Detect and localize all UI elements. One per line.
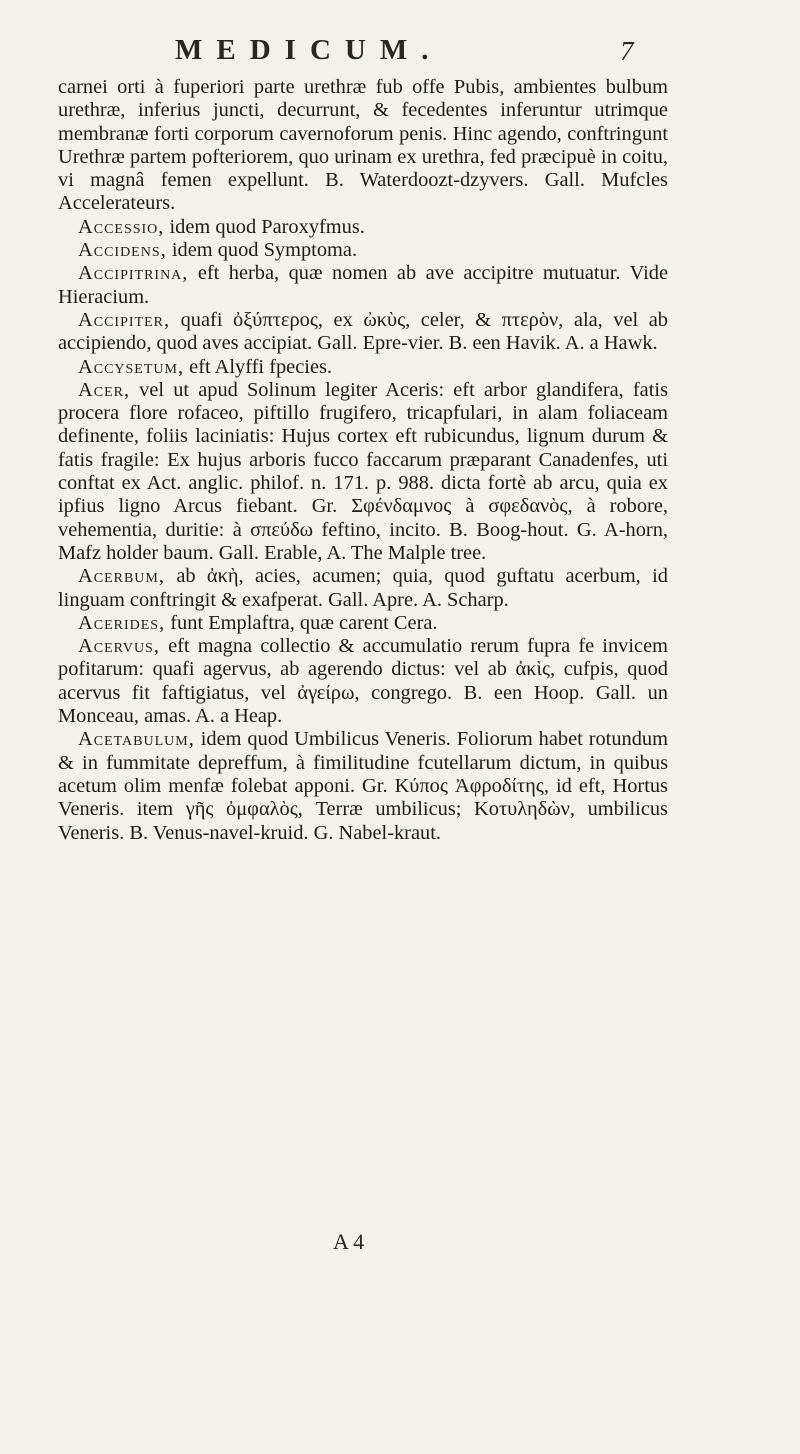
dictionary-text [58, 76, 668, 845]
entry-lemma: Acerbum, [78, 565, 165, 588]
entry-lemma: Acervus, [78, 635, 160, 658]
entry-acetabulum [58, 728, 668, 844]
signature-mark: A 4 [333, 1229, 365, 1254]
entry-text: ab ἀκὴ, acies, acumen; quia, quod guftatu acerbum, id linguam conftringit & exafperat. Gall. Apre. A. Scharp. [58, 565, 668, 611]
entry-accipitrina [58, 262, 668, 309]
entry-text: eft magna collectio & accumulatio rerum fupra fe invicem pofitarum: quafi agervus, ab agerendo dictus: vel ab ἀκὶς, cufpis, quod acervus fit faftigiatus, vel ἀγείρω, congrego. B. een Hoop. Gall. un Monceau, amas. A. a Heap. [58, 635, 668, 728]
entry-lemma: Acer, [78, 378, 131, 401]
entry-acervus [58, 635, 668, 728]
entry-lemma: Accipitrina, [78, 262, 189, 285]
entry-continuation [58, 76, 668, 216]
running-head: MEDICUM. [175, 34, 443, 66]
entry-acer [58, 379, 668, 565]
entry-text: eft herba, quæ nomen ab ave accipitre mutuatur. Vide Hieracium. [58, 262, 668, 308]
entry-lemma: Accidens, [78, 239, 167, 262]
entry-acerides [58, 612, 668, 635]
entry-accessio [58, 216, 668, 239]
entry-text: idem quod Paroxyfmus. [164, 215, 365, 238]
entry-accidens [58, 239, 668, 262]
entry-lemma: Accysetum, [78, 355, 185, 378]
entry-lemma: Acetabulum, [78, 728, 195, 751]
entry-text: idem quod Symptoma. [166, 239, 358, 262]
entry-text: eft Alyffi fpecies. [184, 355, 333, 378]
page-header [0, 34, 800, 74]
page-number: 7 [620, 36, 634, 66]
entry-acerbum [58, 565, 668, 612]
entry-lemma: Accipiter, [78, 308, 171, 331]
entry-accipiter [58, 309, 668, 356]
entry-text: idem quod Umbilicus Veneris. Foliorum habet rotundum & in fummitate depreffum, à fimilitudine fcutellarum dictum, in quibus acetum olim menfæ folebat apponi. Gr. Κύπος Ἀφροδίτης, id eft, Hortus Veneris. item γῆς ὀμφαλὸς, Terræ umbilicus; Κοτυληδὼν, umbilicus Veneris. B. Venus-navel-kruid. G. Nabel-kraut. [58, 728, 668, 844]
entry-text: vel ut apud Solinum legiter Aceris: eft arbor glandifera, fatis procera flore rofaceo, piftillo frugifero, tricapfulari, in alam foliaceam definente, foliis laciniatis: Hujus cortex eft rubicundus, lignum durum & fatis fragile: Ex hujus arboris fucco faccarum præparant Canadenfes, uti conftat ex Act. anglic. philof. n. 171. p. 988. dicta fortè ab arcu, quia ex ipfius ligno Arcus fiebant. Gr. Σφένδαμνος à σφεδανὸς, à robore, vehementia, duritie: à σπεύδω feftino, incito. B. Boog-hout. G. A-horn, Mafz holder baum. Gall. Erable, A. The Malple tree. [58, 378, 668, 564]
entry-text: funt Emplaftra, quæ carent Cera. [165, 611, 438, 634]
entry-text: carnei orti à fuperiori parte urethræ fub offe Pubis, ambientes bulbum urethræ, inferius juncti, decurrunt, & fecedentes inferuntur utrimque membranæ forti corporum cavernoforum penis. Hinc agendo, conftringunt Urethræ partem pofteriorem, quo urinam ex urethra, fed præcipuè in coitu, vi magnâ femen expellunt. B. Waterdoozt-dzyvers. Gall. Mufcles Accelerateurs. [58, 76, 668, 215]
entry-lemma: Acerides, [78, 611, 166, 634]
entry-text: quafi ὀξύπτερος, ex ὠκὺς, celer, & πτερὸν, ala, vel ab accipiendo, quod aves accipiat. Gall. Epre-vier. B. een Havik. A. a Hawk. [58, 308, 668, 355]
entry-lemma: Accessio, [78, 215, 165, 238]
entry-accysetum [58, 356, 668, 379]
